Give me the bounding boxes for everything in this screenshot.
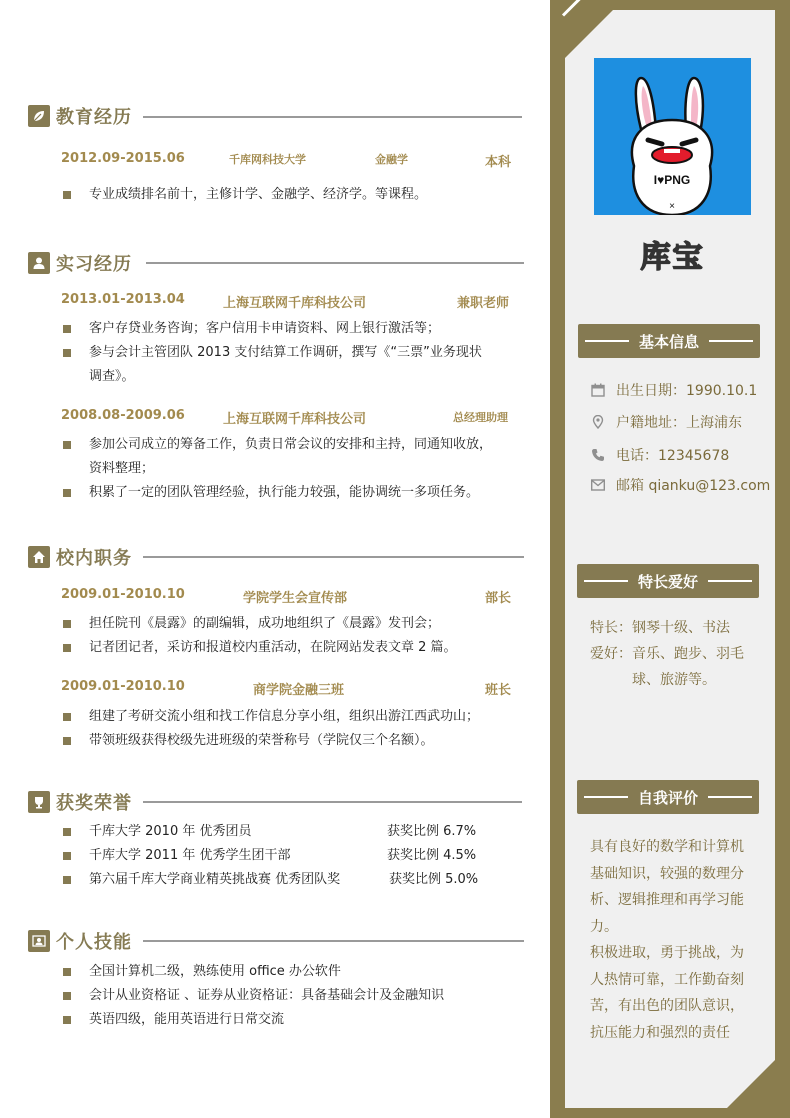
awards-divider	[143, 801, 522, 803]
entry-role: 兼职老师	[457, 296, 510, 311]
basic-info-header	[578, 324, 760, 358]
list-item: 客户存贷业务咨询；客户信用卡申请资料、网上银行激活等；	[61, 317, 516, 341]
rabbit-mascot-image	[594, 58, 751, 215]
education-degree: 本科	[485, 155, 512, 170]
education-title: 教育经历	[56, 107, 132, 128]
mail-icon	[590, 477, 606, 493]
entry-company: 上海互联网千库科技公司	[223, 412, 367, 427]
list-item: 组建了考研交流小组和找工作信息分享小组，组织出游江西武功山；	[61, 705, 516, 729]
phone-icon	[590, 447, 606, 463]
self-evaluation-text: 具有良好的数学和计算机 基础知识，较强的数理分 析、逻辑推理和再学习能 力。 积极进取，勇于挑战，为 人热情可靠，工作勤奋刻 苦，有出色的团队意识， 抗压能力和强烈的责任	[590, 839, 744, 1041]
address-row: 户籍地址：上海浦东	[590, 411, 742, 433]
list-item: 积累了一定的团队管理经验，执行能力较强，能协调统一多项任务。	[61, 481, 516, 505]
award-row: 第六届千库大学商业精英挑战赛 优秀团队奖 获奖比例 5.0%	[61, 868, 516, 892]
awards-title: 获奖荣誉	[56, 793, 132, 814]
entry-date: 2009.01-2010.10	[61, 587, 185, 602]
list-item: 记者团记者，采访和报道校内重活动，在院网站发表文章 2 篇。	[61, 636, 516, 660]
education-entry-header	[61, 151, 516, 171]
internship-header	[28, 249, 132, 277]
trophy-icon	[28, 791, 50, 813]
self-evaluation-header	[577, 780, 759, 814]
skills-title: 个人技能	[56, 932, 132, 953]
campus-entry-header	[61, 587, 516, 607]
entry-role: 部长	[485, 591, 512, 606]
avatar	[594, 58, 751, 215]
specialty-text: 特长：钢琴十级、书法 爱好：音乐、跑步、羽毛 球、旅游等。	[590, 620, 744, 688]
education-date: 2012.09-2015.06	[61, 151, 185, 166]
skills-divider	[143, 940, 524, 942]
svg-text:×: ×	[669, 201, 675, 212]
location-icon	[590, 414, 606, 430]
specialty-title: 特长爱好	[637, 572, 698, 591]
internship-entry-header	[61, 292, 516, 312]
campus-header	[28, 543, 132, 571]
phone-row: 电话：12345678	[590, 444, 729, 466]
calendar-icon	[590, 382, 606, 398]
corner-decoration-bottom	[727, 1060, 775, 1108]
education-major: 金融学	[375, 153, 408, 166]
internship-entry-header	[61, 408, 516, 428]
basic-info-title: 基本信息	[638, 332, 699, 351]
corner-decoration-top	[565, 10, 613, 58]
person-name: 库宝	[640, 240, 705, 275]
entry-date: 2013.01-2013.04	[61, 292, 185, 307]
list-item: 参加公司成立的筹备工作，负责日常会议的安排和主持，同通知收放， 资料整理；	[61, 433, 516, 481]
award-row: 千库大学 2010 年 优秀团员 获奖比例 6.7%	[61, 820, 516, 844]
list-item: 英语四级，能用英语进行日常交流	[61, 1008, 516, 1032]
entry-org: 商学院金融三班	[253, 683, 345, 698]
list-item: 专业成绩排名前十，主修计学、金融学、经济学。等课程。	[61, 183, 516, 207]
list-item: 参与会计主管团队 2013 支付结算工作调研，撰写《“三票”业务现状 调查》。	[61, 341, 516, 389]
avatar-shirt-text: I♥PNG	[653, 173, 691, 187]
entry-role: 总经理助理	[453, 411, 508, 424]
education-school: 千库网科技大学	[229, 153, 306, 166]
birthdate-row: 出生日期：1990.10.1	[590, 379, 757, 401]
leaf-icon	[28, 105, 50, 127]
home-icon	[28, 546, 50, 568]
entry-role: 班长	[485, 683, 512, 698]
education-divider	[143, 116, 522, 118]
internship-divider	[146, 262, 524, 264]
specialty-header	[577, 564, 759, 598]
awards-header	[28, 788, 132, 816]
entry-company: 上海互联网千库科技公司	[223, 296, 367, 311]
list-item: 全国计算机二级，熟练使用 office 办公软件	[61, 960, 516, 984]
self-evaluation-title: 自我评价	[637, 788, 698, 807]
profile-card-icon	[28, 930, 50, 952]
campus-entry-header	[61, 679, 516, 699]
award-row: 千库大学 2011 年 优秀学生团干部 获奖比例 4.5%	[61, 844, 516, 868]
entry-org: 学院学生会宣传部	[243, 591, 348, 606]
list-item: 会计从业资格证 、证券从业资格证：具备基础会计及金融知识	[61, 984, 516, 1008]
entry-date: 2009.01-2010.10	[61, 679, 185, 694]
person-icon	[28, 252, 50, 274]
internship-title: 实习经历	[56, 254, 132, 275]
campus-divider	[143, 556, 524, 558]
entry-date: 2008.08-2009.06	[61, 408, 185, 423]
list-item: 担任院刊《晨露》的副编辑，成功地组织了《晨露》发刊会；	[61, 612, 516, 636]
skills-header	[28, 927, 132, 955]
list-item: 带领班级获得校级先进班级的荣誉称号（学院仅三个名额）。	[61, 729, 516, 753]
education-header	[28, 102, 132, 130]
email-row: 邮箱 qianku@123.com	[590, 474, 770, 496]
campus-title: 校内职务	[56, 548, 132, 569]
